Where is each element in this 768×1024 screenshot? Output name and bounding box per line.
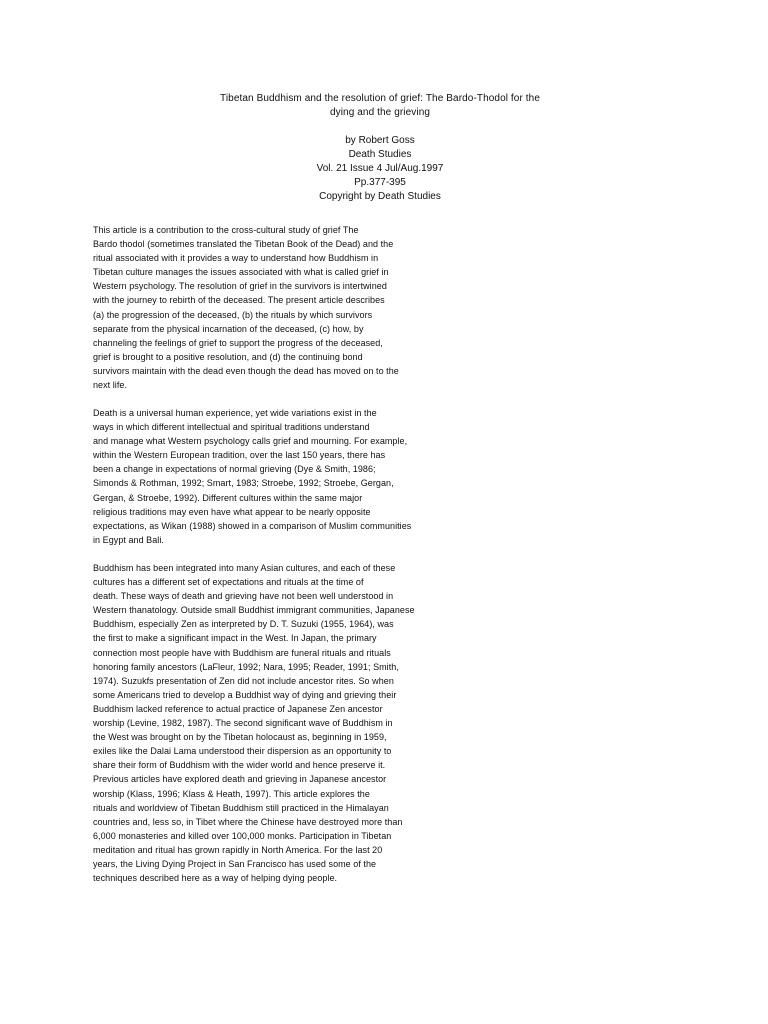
text-line: within the Western European tradition, over the last 150 years, there has xyxy=(93,450,386,461)
text-line: some Americans tried to develop a Buddhist way of dying and grieving their xyxy=(93,689,397,700)
text-line: Western psychology. The resolution of grief in the survivors is intertwined xyxy=(93,281,387,292)
text-line: been a change in expectations of normal grieving (Dye & Smith, 1986; xyxy=(93,464,376,475)
text-line: 1974). Suzukfs presentation of Zen did not include ancestor rites. So when xyxy=(93,675,394,686)
text-line: countries and, less so, in Tibet where the Chinese have destroyed more than xyxy=(93,816,403,827)
text-line: ways in which different intellectual and spiritual traditions understand xyxy=(93,422,370,433)
title-line: Tibetan Buddhism and the resolution of grief: The Bardo-Thodol for the xyxy=(220,93,540,104)
paragraph-buddhism-context xyxy=(93,561,493,885)
text-line: honoring family ancestors (LaFleur, 1992; Nara, 1995; Reader, 1991; Smith, xyxy=(93,661,399,672)
text-line: Western thanatology. Outside small Buddhist immigrant communities, Japanese xyxy=(93,605,415,616)
paragraph-introduction xyxy=(93,406,493,547)
text-line: share their form of Buddhism with the wider world and hence preserve it. xyxy=(93,760,386,771)
copyright-notice: Copyright by Death Studies xyxy=(319,191,441,202)
page-range: Pp.377-395 xyxy=(354,177,406,188)
text-line: rituals and worldview of Tibetan Buddhism still practiced in the Himalayan xyxy=(93,802,389,813)
text-line: Tibetan culture manages the issues associated with what is called grief in xyxy=(93,267,389,278)
text-line: religious traditions may even have what appear to be nearly opposite xyxy=(93,506,371,517)
text-line: separate from the physical incarnation of the deceased, (c) how, by xyxy=(93,323,364,334)
text-line: channeling the feelings of grief to support the progress of the deceased, xyxy=(93,337,383,348)
text-line: Simonds & Rothman, 1992; Smart, 1983; Stroebe, 1992; Stroebe, Gergan, xyxy=(93,478,394,489)
text-line: Death is a universal human experience, yet wide variations exist in the xyxy=(93,408,377,418)
text-line: expectations, as Wikan (1988) showed in a comparison of Muslim communities xyxy=(93,520,412,531)
text-line: grief is brought to a positive resolution, and (d) the continuing bond xyxy=(93,351,363,362)
text-line: meditation and ritual has grown rapidly in North America. For the last 20 xyxy=(93,844,383,855)
title-line: dying and the grieving xyxy=(329,107,431,118)
text-line: with the journey to rebirth of the deceased. The present article describes xyxy=(93,295,385,306)
paragraph-abstract xyxy=(93,223,493,392)
text-line: Buddhism, especially Zen as interpreted by D. T. Suzuki (1955, 1964), was xyxy=(93,619,394,630)
text-line: This article is a contribution to the cross-cultural study of grief The xyxy=(93,225,359,235)
text-line: Gergan, & Stroebe, 1992). Different cultures within the same major xyxy=(93,492,363,503)
text-line: the first to make a significant impact in the West. In Japan, the primary xyxy=(93,633,377,644)
text-line: the West was brought on by the Tibetan holocaust as, beginning in 1959, xyxy=(93,732,387,743)
journal-issue: Vol. 21 Issue 4 Jul/Aug.1997 xyxy=(316,163,444,174)
text-line: ritual associated with it provides a way to understand how Buddhism in xyxy=(93,253,379,264)
article-title xyxy=(80,92,680,120)
text-line: Buddhism lacked reference to actual practice of Japanese Zen ancestor xyxy=(93,703,383,714)
author-name: by Robert Goss xyxy=(345,135,415,146)
text-line: Bardo thodol (sometimes translated the Tibetan Book of the Dead) and the xyxy=(93,239,394,250)
text-line: and manage what Western psychology calls grief and mourning. For example, xyxy=(93,436,408,447)
text-line: survivors maintain with the dead even though the dead has moved on to the xyxy=(93,365,399,376)
article-byline xyxy=(80,134,680,204)
text-line: (a) the progression of the deceased, (b) the rituals by which survivors xyxy=(93,309,373,320)
text-line: techniques described here as a way of helping dying people. xyxy=(93,873,338,884)
text-line: cultures has a different set of expectations and rituals at the time of xyxy=(93,577,364,588)
text-line: Buddhism has been integrated into many Asian cultures, and each of these xyxy=(93,563,396,573)
journal-name: Death Studies xyxy=(348,149,412,160)
text-line: 6,000 monasteries and killed over 100,000 monks. Participation in Tibetan xyxy=(93,830,392,841)
text-line: worship (Levine, 1982, 1987). The second significant wave of Buddhism in xyxy=(93,718,393,729)
text-line: connection most people have with Buddhism are funeral rituals and rituals xyxy=(93,647,391,658)
text-line: death. These ways of death and grieving have not been well understood in xyxy=(93,591,394,602)
text-line: next life. xyxy=(93,380,128,391)
text-line: Previous articles have explored death and grieving in Japanese ancestor xyxy=(93,774,387,785)
text-line: in Egypt and Bali. xyxy=(93,534,164,545)
text-line: years, the Living Dying Project in San Francisco has used some of the xyxy=(93,858,377,869)
text-line: worship (Klass, 1996; Klass & Heath, 1997). This article explores the xyxy=(93,788,370,799)
text-line: exiles like the Dalai Lama understood their dispersion as an opportunity to xyxy=(93,746,392,757)
